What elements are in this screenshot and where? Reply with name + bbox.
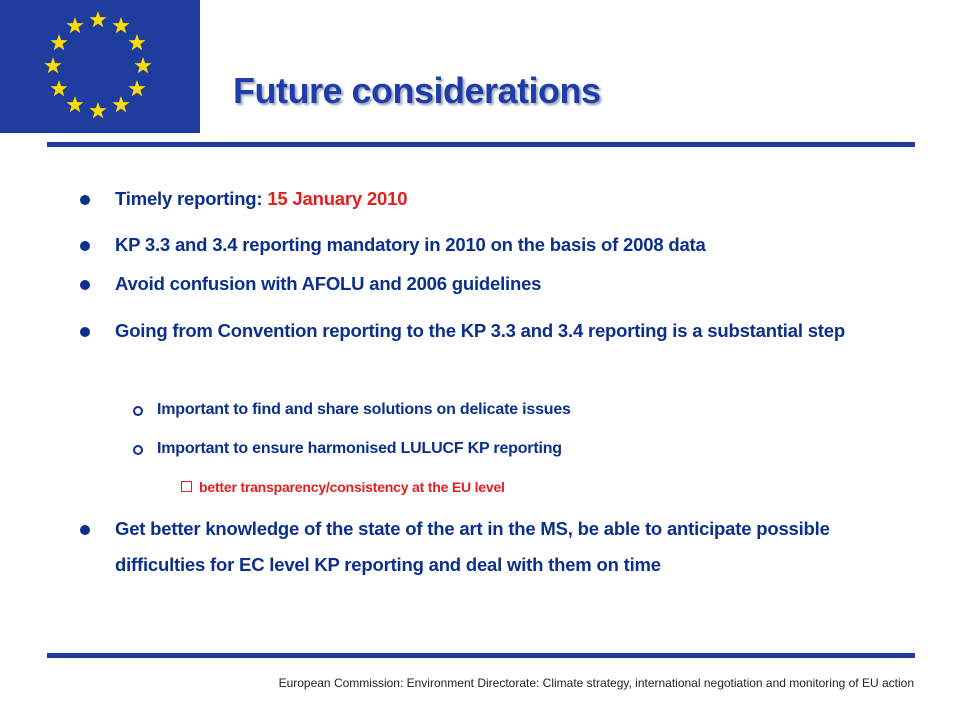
bottom-divider <box>47 653 915 658</box>
bullet-text: Going from Convention reporting to the KP 3.3 and 3.4 reporting is a substantial step <box>115 320 845 341</box>
bullet-state-of-art <box>115 511 915 583</box>
top-divider <box>47 142 915 147</box>
footer-text: European Commission: Environment Directorate: Climate strategy, international negotiation and monitoring of EU action <box>278 676 914 690</box>
subbullet-share-solutions <box>157 400 897 420</box>
bullet-timely-reporting <box>115 181 915 217</box>
slide-title: Future considerations <box>233 70 601 111</box>
hollow-square-icon <box>181 481 192 492</box>
hollow-circle-icon <box>133 445 143 455</box>
bullet-text: Important to find and share solutions on delicate issues <box>157 401 571 418</box>
bullet-text: Important to ensure harmonised LULUCF KP reporting <box>157 440 562 457</box>
deadline-date: 15 January 2010 <box>267 188 408 209</box>
bullet-text: KP 3.3 and 3.4 reporting mandatory in 2010 on the basis of 2008 data <box>115 234 706 255</box>
bullet-text: Timely reporting: <box>115 188 268 209</box>
hollow-circle-icon <box>133 406 143 416</box>
eu-flag-logo <box>0 0 200 133</box>
bullet-text: Avoid confusion with AFOLU and 2006 guidelines <box>115 273 542 294</box>
bullet-convention-to-kp <box>115 313 915 349</box>
subbullet-harmonised-reporting <box>157 439 897 459</box>
bullet-text: better transparency/consistency at the EU level <box>199 479 505 495</box>
subsubbullet-transparency <box>199 478 899 496</box>
bullet-kp-mandatory <box>115 227 915 263</box>
bullet-dot-icon <box>80 241 90 251</box>
bullet-dot-icon <box>80 195 90 205</box>
bullet-dot-icon <box>80 327 90 337</box>
eu-stars-icon <box>0 0 200 133</box>
bullet-avoid-confusion <box>115 266 915 302</box>
bullet-dot-icon <box>80 525 90 535</box>
bullet-text: Get better knowledge of the state of the art in the MS, be able to anticipate possible difficulties for EC level KP reporting and deal with them on time <box>115 518 830 575</box>
bullet-dot-icon <box>80 280 90 290</box>
